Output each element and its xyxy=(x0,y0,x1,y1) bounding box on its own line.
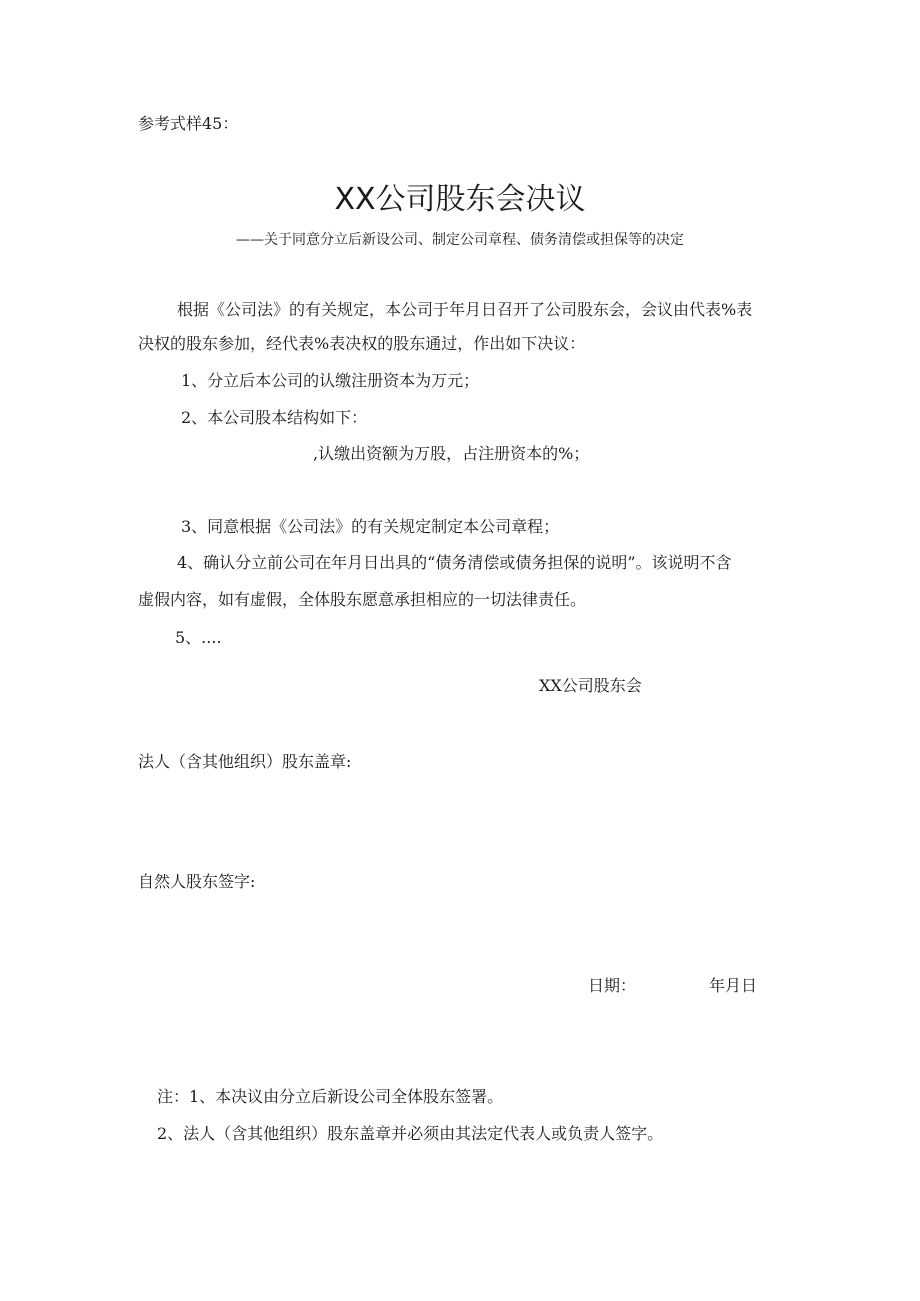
document-subtitle: ——关于同意分立后新设公司、制定公司章程、债务清偿或担保等的决定 xyxy=(236,232,684,248)
legal-person-seal-label: 法人（含其他组织）股东盖章: xyxy=(138,752,352,771)
natural-person-signature-label: 自然人股东签字: xyxy=(138,872,256,891)
issuer-name: XX公司股东会 xyxy=(539,676,642,695)
resolution-item-4-line-1: 4、确认分立前公司在年月日出具的“债务清偿或债务担保的说明”。该说明不含 xyxy=(177,553,732,572)
resolution-item-2-detail: ,认缴出资额为万股，占注册资本的%； xyxy=(313,444,590,463)
date-value: 年月日 xyxy=(709,976,758,995)
note-1: 注：1、本决议由分立后新设公司全体股东签署。 xyxy=(157,1087,504,1106)
resolution-item-4-line-2: 虚假内容，如有虚假，全体股东愿意承担相应的一切法律责任。 xyxy=(138,590,587,609)
date-label: 日期： xyxy=(588,976,637,995)
note-2: 2、法人（含其他组织）股东盖章并必须由其法定代表人或负责人签字。 xyxy=(157,1124,664,1143)
reference-label: 参考式样45： xyxy=(138,114,239,133)
document-title: XX公司股东会决议 xyxy=(334,182,586,217)
resolution-item-1: 1、分立后本公司的认缴注册资本为万元； xyxy=(181,371,480,390)
intro-paragraph-line-2: 决权的股东参加，经代表%表决权的股东通过，作出如下决议： xyxy=(138,334,586,353)
intro-paragraph-line-1: 根据《公司法》的有关规定，本公司于年月日召开了公司股东会，会议由代表%表 xyxy=(177,300,753,319)
resolution-item-5: 5、.... xyxy=(175,628,222,647)
resolution-item-3: 3、同意根据《公司法》的有关规定制定本公司章程； xyxy=(181,517,560,536)
resolution-item-2: 2、本公司股本结构如下： xyxy=(181,408,368,427)
